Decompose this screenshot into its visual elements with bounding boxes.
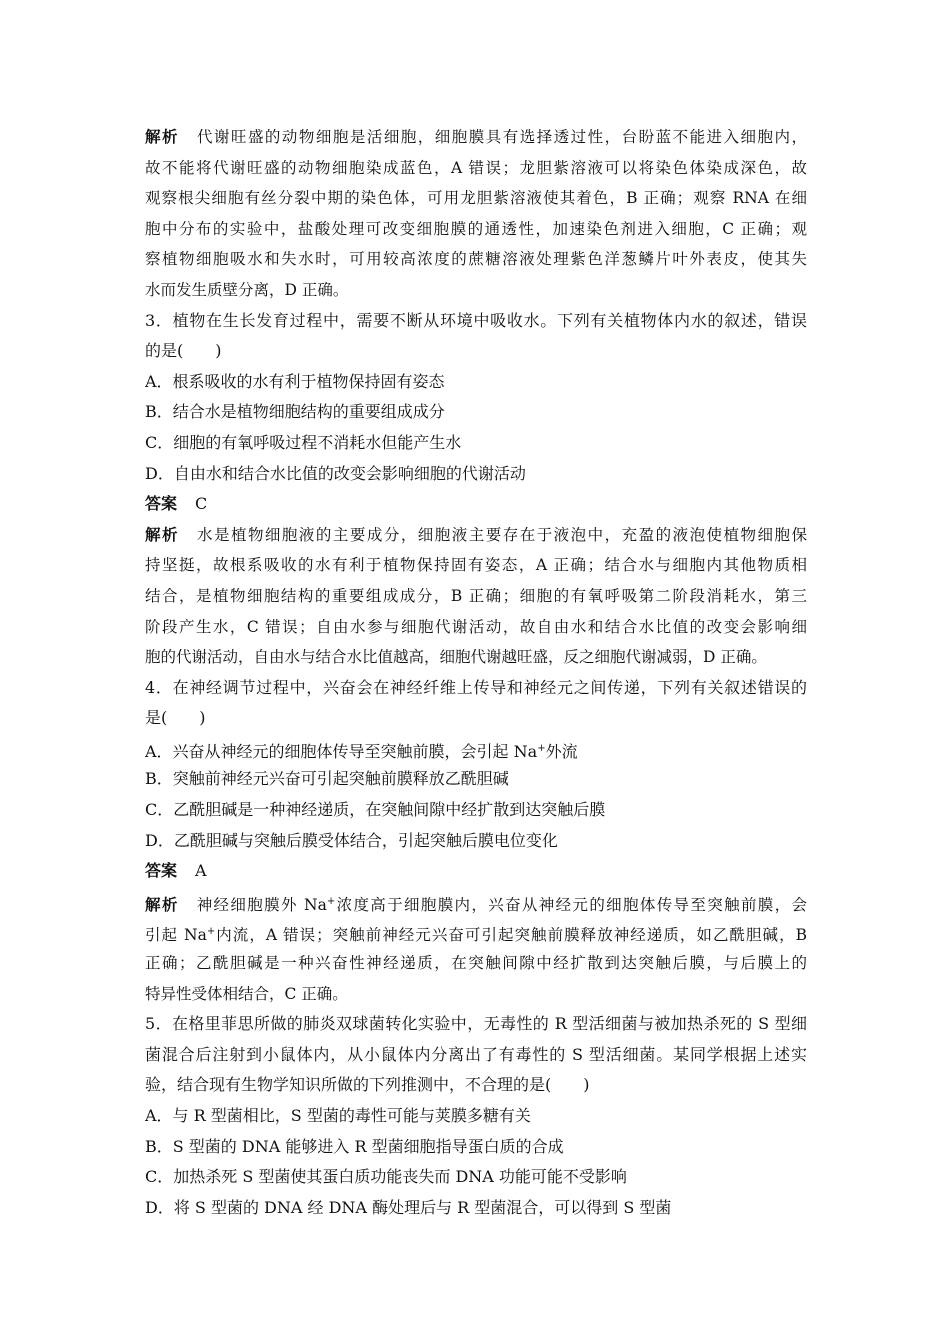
analysis-line: 观察根尖细胞有丝分裂中期的染色体，可用龙胆紫溶液使其着色，B 正确；观察 RNA 在细 [145, 189, 807, 208]
analysis-text: 内流，A 错误；突触前神经元兴奋可引起突触前膜释放神经递质，如乙酰胆碱，B [215, 926, 807, 945]
analysis-line: 故不能将代谢旺盛的动物细胞染成蓝色，A 错误；龙胆紫溶液可以将染色体染成深色，故 [145, 158, 807, 177]
analysis-line [145, 917, 807, 948]
superscript: + [537, 742, 546, 754]
question-3-stem: 3．植物在生长发育过程中，需要不断从环境中吸收水。下列有关植物体内水的叙述，错误 [145, 310, 807, 330]
superscript: + [206, 926, 216, 938]
answer-label: 答案 [145, 494, 178, 514]
analysis-line: 胞中分布的实验中，盐酸处理可改变细胞膜的通透性，加速染色剂进入细胞，C 正确；观 [145, 219, 807, 238]
analysis-line: 阶段产生水，C 错误；自由水参与细胞代谢活动，故自由水和结合水比值的改变会影响细 [145, 617, 807, 636]
question-4-option-b: B．突触前神经元兴奋可引起突触前膜释放乙酰胆碱 [145, 769, 509, 789]
question-3-option-b: B．结合水是植物细胞结构的重要组成成分 [145, 402, 445, 422]
answer-value: A [195, 861, 207, 881]
question-5-stem: 菌混合后注射到小鼠体内，从小鼠体内分离出了有毒性的 S 型活细菌。某同学根据上述实 [145, 1044, 807, 1064]
question-4-option-c: C．乙酰胆碱是一种神经递质，在突触间隙中经扩散到达突触后膜 [145, 800, 606, 820]
answer-label: 答案 [145, 861, 178, 881]
question-5-option-a: A．与 R 型菌相比，S 型菌的毒性可能与荚膜多糖有关 [145, 1106, 531, 1125]
question-4-option-d: D．乙酰胆碱与突触后膜受体结合，引起突触后膜电位变化 [145, 830, 558, 850]
question-3-option-a: A．根系吸收的水有利于植物保持固有姿态 [145, 371, 445, 391]
question-4-stem: 是( ) [145, 708, 206, 728]
analysis-line [145, 520, 807, 551]
question-4-option-a [145, 734, 807, 765]
option-text: 外流 [545, 741, 578, 761]
question-4-answer [145, 856, 807, 887]
superscript: + [326, 895, 336, 907]
analysis-line: 特异性受体相结合，C 正确。 [145, 984, 348, 1003]
analysis-line: 察植物细胞吸水和失水时，可用较高浓度的蔗糖溶液处理紫色洋葱鳞片叶外表皮，使其失 [145, 250, 807, 269]
question-3-stem: 的是( ) [145, 341, 222, 361]
analysis-text: 浓度高于细胞膜内，兴奋从神经元的细胞体传导至突触前膜，会 [335, 895, 807, 914]
analysis-line: 正确；乙酰胆碱是一种兴奋性神经递质，在突触间隙中经扩散到达突触后膜，与后膜上的 [145, 954, 807, 973]
analysis-line [145, 122, 807, 153]
analysis-label: 解析 [145, 128, 179, 146]
analysis-text: 引起 Na [145, 926, 207, 945]
question-5-stem: 5．在格里菲思所做的肺炎双球菌转化实验中，无毒性的 R 型活细菌与被加热杀死的 S 型细 [145, 1014, 807, 1034]
question-4-stem: 4．在神经调节过程中，兴奋会在神经纤维上传导和神经元之间传递，下列有关叙述错误的 [145, 677, 807, 697]
analysis-text: 代谢旺盛的动物细胞是活细胞，细胞膜具有选择透过性，台盼蓝不能进入细胞内， [196, 128, 807, 146]
analysis-line: 胞的代谢活动，自由水与结合水比值越高，细胞代谢越旺盛，反之细胞代谢减弱，D 正确。 [145, 648, 767, 667]
analysis-text: 水是植物细胞液的主要成分，细胞液主要存在于液泡中，充盈的液泡使植物细胞保 [196, 525, 807, 544]
question-3-option-d: D．自由水和结合水比值的改变会影响细胞的代谢活动 [145, 463, 526, 483]
question-5-option-d: D．将 S 型菌的 DNA 经 DNA 酶处理后与 R 型菌混合，可以得到 S 型菌 [145, 1197, 672, 1217]
question-5-option-b: B．S 型菌的 DNA 能够进入 R 型菌细胞指导蛋白质的合成 [145, 1136, 564, 1156]
analysis-label: 解析 [145, 895, 179, 914]
question-3-option-c: C．细胞的有氧呼吸过程不消耗水但能产生水 [145, 432, 462, 452]
analysis-line: 水而发生质壁分离，D 正确。 [145, 280, 349, 299]
question-3-answer [145, 489, 807, 520]
option-text: A．兴奋从神经元的细胞体传导至突触前膜，会引起 Na [145, 741, 538, 761]
analysis-label: 解析 [145, 525, 179, 544]
analysis-line: 结合，是植物细胞结构的重要组成成分，B 正确；细胞的有氧呼吸第二阶段消耗水，第三 [145, 586, 807, 605]
answer-value: C [195, 494, 208, 514]
question-5-stem: 验，结合现有生物学知识所做的下列推测中，不合理的是( ) [145, 1075, 590, 1095]
analysis-text: 神经细胞膜外 Na [196, 895, 327, 914]
page-content [145, 122, 807, 1223]
analysis-line: 持坚挺，故根系吸收的水有利于植物保持固有姿态，A 正确；结合水与细胞内其他物质相 [145, 556, 807, 575]
question-5-option-c: C．加热杀死 S 型菌使其蛋白质功能丧失而 DNA 功能可能不受影响 [145, 1167, 627, 1187]
analysis-line [145, 887, 807, 918]
